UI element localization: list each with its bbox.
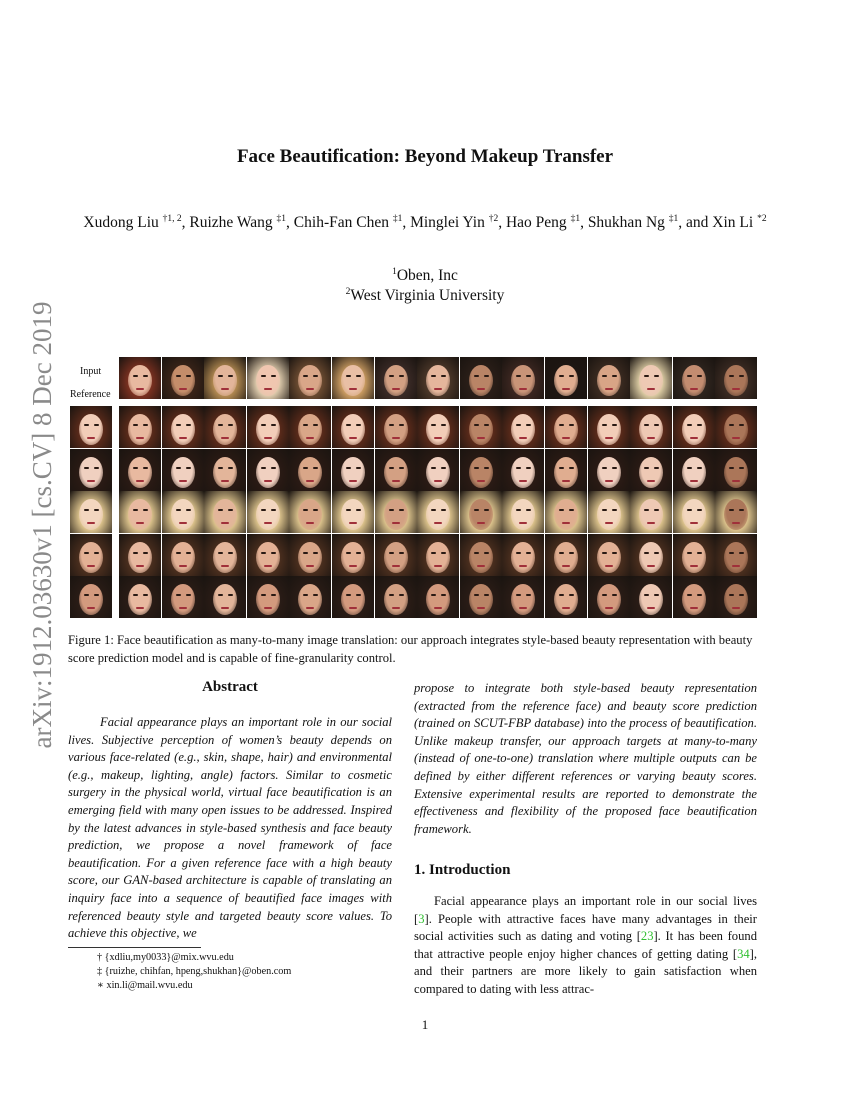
input-face-image — [119, 357, 161, 399]
beautified-face-image — [588, 576, 630, 618]
author-affiliation-mark: ‡1 — [392, 213, 403, 224]
beautified-face-image — [204, 576, 246, 618]
beautified-face-image — [375, 576, 417, 618]
reference-face-image — [70, 449, 112, 491]
beautified-face-image — [289, 449, 331, 491]
beautified-face-image — [588, 406, 630, 448]
beautified-face-image — [375, 449, 417, 491]
beautified-face-image — [119, 576, 161, 618]
beautified-face-image — [460, 534, 502, 576]
affiliations — [0, 266, 850, 306]
beautified-face-image — [417, 406, 459, 448]
beautified-face-image — [375, 534, 417, 576]
beautified-face-image — [630, 449, 672, 491]
reference-face-image — [70, 534, 112, 576]
affiliation — [0, 266, 850, 286]
affiliation-number: 1 — [392, 266, 397, 277]
beautified-face-image — [715, 449, 757, 491]
beautified-face-image — [375, 491, 417, 533]
input-face-image — [715, 357, 757, 399]
beautified-face-image — [332, 534, 374, 576]
input-face-image — [502, 357, 544, 399]
beautified-face-image — [204, 449, 246, 491]
input-face-image — [332, 357, 374, 399]
beautified-face-image — [673, 449, 715, 491]
beautified-face-image — [119, 406, 161, 448]
beautified-face-image — [715, 406, 757, 448]
author-affiliation-mark: ‡1 — [570, 213, 581, 224]
beautified-face-image — [247, 576, 289, 618]
author-name: Xin Li — [712, 214, 754, 231]
beautified-face-image — [162, 449, 204, 491]
beautified-face-image — [332, 576, 374, 618]
beautified-face-image — [417, 534, 459, 576]
citation-link[interactable]: 3 — [418, 911, 425, 926]
beautified-face-image — [715, 576, 757, 618]
beautified-face-image — [715, 491, 757, 533]
citation-link[interactable]: 34 — [737, 946, 750, 961]
author-affiliation-mark: ‡1 — [276, 213, 287, 224]
beautified-face-image — [162, 406, 204, 448]
author-separator: , — [402, 214, 411, 231]
beautified-face-image — [162, 576, 204, 618]
footnote: ∗ xin.li@mail.wvu.edu — [97, 980, 193, 991]
beautified-face-image — [630, 576, 672, 618]
beautified-face-image — [289, 534, 331, 576]
beautified-face-image — [417, 576, 459, 618]
input-face-image — [588, 357, 630, 399]
beautified-face-image — [332, 406, 374, 448]
beautified-face-image — [289, 406, 331, 448]
beautified-face-image — [502, 576, 544, 618]
beautified-face-image — [460, 449, 502, 491]
beautified-face-image — [460, 406, 502, 448]
beautified-face-image — [247, 534, 289, 576]
beautified-face-image — [204, 406, 246, 448]
abstract-text: Facial appearance plays an important role in our social lives. Subjective perception of women’s beauty depends on various face-related (e.g., skin, shape, hair) and environmental (e.g., makeup, lighting, angle) factors. Similar to cosmetic surgery in the physical world, virtual face beautification is an emerging field with many open issues to be addressed. Inspired by the latest advances in style-based synthesis and face beauty prediction, we propose a novel framework of face beautification. For a given reference face with a high beauty score, our GAN-based architecture is capable of translating an inquiry face into a sequence of beautified face images with referenced beauty style and targeted beauty score values. To achieve this objective, we — [68, 715, 392, 941]
author-name: Ruizhe Wang — [189, 214, 273, 231]
reference-label: Reference — [70, 389, 111, 400]
beautified-face-image — [588, 534, 630, 576]
beautified-face-image — [588, 491, 630, 533]
author-list — [60, 213, 790, 233]
beautified-face-image — [673, 491, 715, 533]
beautified-face-image — [247, 406, 289, 448]
footnote-divider — [68, 947, 201, 948]
beautified-face-image — [332, 449, 374, 491]
beautified-face-image — [673, 534, 715, 576]
author-separator: , and — [678, 214, 713, 231]
beautified-face-image — [247, 491, 289, 533]
affiliation-name: Oben, Inc — [396, 267, 458, 284]
affiliation-number: 2 — [345, 286, 351, 297]
affiliation — [0, 286, 850, 306]
author-name: Chih-Fan Chen — [293, 214, 389, 231]
affiliation-name: West Virginia University — [350, 287, 505, 304]
input-face-image — [204, 357, 246, 399]
beautified-face-image — [162, 534, 204, 576]
beautified-face-image — [119, 449, 161, 491]
author-name: Minglei Yin — [410, 214, 485, 231]
figure-caption: Figure 1: Face beautification as many-to-many image translation: our approach integrates style-based beauty representation with beauty score prediction model and is capable of fine-granularity control. — [68, 633, 753, 665]
input-face-image — [162, 357, 204, 399]
footnote: ‡ {ruizhe, chihfan, hpeng,shukhan}@oben.com — [97, 966, 292, 977]
reference-face-image — [70, 491, 112, 533]
beautified-face-image — [502, 406, 544, 448]
beautified-face-image — [204, 534, 246, 576]
reference-face-image — [70, 576, 112, 618]
beautified-face-image — [545, 576, 587, 618]
beautified-face-image — [502, 534, 544, 576]
citation-link[interactable]: 23 — [640, 929, 654, 944]
beautified-face-image — [289, 576, 331, 618]
beautified-face-image — [545, 406, 587, 448]
input-face-image — [630, 357, 672, 399]
beautified-face-image — [417, 491, 459, 533]
paper-title: Face Beautification: Beyond Makeup Transfer — [236, 146, 614, 167]
abstract-text-continued: propose to integrate both style-based beauty representation (extracted from the reference face) and beauty score prediction (trained on SCUT-FBP database) into the process of beautification. Unlike makeup transfer, our approach targets at many-to-many (instead of one-to-one) translation where multiple outputs can be defined by either different references or varying beauty scores. Extensive experimental results are reported to demonstrate the effectiveness and flexibility of the proposed face beautification framework. — [414, 681, 757, 836]
beautified-face-image — [162, 491, 204, 533]
author-affiliation-mark: †2 — [488, 213, 499, 224]
author-name: Shukhan Ng — [587, 214, 665, 231]
beautified-face-image — [545, 449, 587, 491]
beautified-face-image — [673, 406, 715, 448]
author-name: Hao Peng — [505, 214, 567, 231]
beautified-face-image — [545, 534, 587, 576]
beautified-face-image — [460, 576, 502, 618]
beautified-face-image — [289, 491, 331, 533]
beautified-face-image — [588, 449, 630, 491]
footnote: † {xdliu,my0033}@mix.wvu.edu — [97, 952, 234, 963]
input-label: Input — [80, 366, 102, 377]
author-affiliation-mark: †1, 2 — [162, 213, 182, 224]
beautified-face-image — [204, 491, 246, 533]
author-affiliation-mark: *2 — [757, 213, 767, 224]
beautified-face-image — [673, 576, 715, 618]
beautified-face-image — [502, 449, 544, 491]
author-name: Xudong Liu — [83, 214, 159, 231]
reference-face-image — [70, 406, 112, 448]
input-face-image — [460, 357, 502, 399]
section-heading-introduction: 1. Introduction — [414, 862, 511, 878]
beautified-face-image — [630, 406, 672, 448]
introduction-text: Facial appearance plays an important role in our social lives [3]. People with attractive faces have many advantages in their social activities such as dating and voting [23]. It has been found that attractive people enjoy higher chances of getting dating [34], and their partners are more likely to gain satisfaction when compared to dating with less attrac- — [414, 894, 757, 996]
input-face-image — [247, 357, 289, 399]
arxiv-id: arXiv:1912.03630v1 [cs.CV] 8 Dec 2019 — [27, 301, 57, 749]
beautified-face-image — [119, 534, 161, 576]
input-face-image — [375, 357, 417, 399]
author-affiliation-mark: ‡1 — [668, 213, 679, 224]
author-separator: , — [580, 214, 588, 231]
beautified-face-image — [630, 534, 672, 576]
beautified-face-image — [119, 491, 161, 533]
footnotes — [97, 951, 291, 993]
beautified-face-image — [332, 491, 374, 533]
author-separator: , — [498, 214, 506, 231]
author-separator: , — [286, 214, 294, 231]
input-face-image — [673, 357, 715, 399]
beautified-face-image — [545, 491, 587, 533]
beautified-face-image — [502, 491, 544, 533]
input-face-image — [545, 357, 587, 399]
beautified-face-image — [460, 491, 502, 533]
beautified-face-image — [417, 449, 459, 491]
page-number: 1 — [421, 1017, 429, 1032]
author-separator: , — [181, 214, 190, 231]
beautified-face-image — [630, 491, 672, 533]
abstract-heading: Abstract — [202, 679, 258, 695]
beautified-face-image — [247, 449, 289, 491]
beautified-face-image — [375, 406, 417, 448]
input-face-image — [289, 357, 331, 399]
input-face-image — [417, 357, 459, 399]
beautified-face-image — [715, 534, 757, 576]
